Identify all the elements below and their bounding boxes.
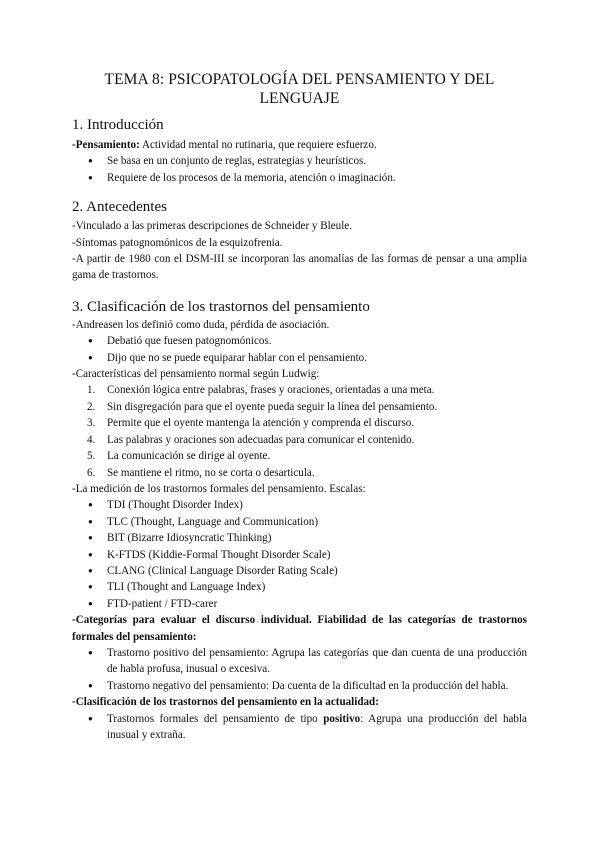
- item-text: Permite que el oyente mantenga la atención y comprenda el discurso.: [107, 417, 415, 430]
- list-item: ● CLANG (Clinical Language Disorder Rating Scale): [72, 563, 527, 579]
- list-item: [72, 432, 527, 448]
- list-item: [72, 415, 527, 431]
- list-item: ● Requiere de los procesos de la memoria, atención o imaginación.: [72, 170, 527, 186]
- document-title: TEMA 8: PSICOPATOLOGÍA DEL PENSAMIENTO Y DEL LENGUAJE: [104, 71, 495, 107]
- section-heading-introduccion: 1. Introducción: [72, 117, 164, 133]
- item-number: 4.: [87, 433, 96, 446]
- list-item: ● TDI (Thought Disorder Index): [72, 497, 527, 513]
- item-number: 1.: [87, 384, 96, 397]
- section-heading-clasificacion: 3. Clasificación de los trastornos del pensamiento: [72, 298, 370, 315]
- section-heading-antecedentes: 2. Antecedentes: [72, 199, 167, 216]
- definition-text: Actividad mental no rutinaria, que requiere esfuerzo.: [139, 139, 377, 151]
- intro-bullet-list: [72, 153, 527, 186]
- andreasen-bullet-list: [72, 333, 527, 366]
- list-item: ● Trastorno negativo del pensamiento: Da cuenta de la dificultad en la producción del habla.: [72, 678, 527, 694]
- document-page: [72, 70, 527, 743]
- list-item: [72, 382, 527, 398]
- item-number: 3.: [87, 417, 96, 430]
- list-item: ● FTD-patient / FTD-carer: [72, 596, 527, 612]
- item-text: Las palabras y oraciones son adecuadas para comunicar el contenido.: [107, 433, 415, 446]
- list-item: ● K-FTDS (Kiddie-Formal Thought Disorder Scale): [72, 547, 527, 563]
- item-number: 6.: [87, 466, 96, 479]
- item-text: Conexión lógica entre palabras, frases y oraciones, orientadas a una meta.: [107, 384, 435, 397]
- pensamiento-definition: [72, 137, 527, 153]
- list-item: ● Dijo que no se puede equiparar hablar con el pensamiento.: [72, 350, 527, 366]
- list-item: [72, 465, 527, 481]
- item-text: Se mantiene el ritmo, no se corta o desarticula.: [107, 466, 315, 479]
- scales-intro: -La medición de los trastornos formales del pensamiento. Escalas:: [72, 482, 366, 495]
- andreasen-line: -Andreasen los definió como duda, pérdida de asociación.: [72, 318, 330, 331]
- current-bullet-list: [72, 711, 527, 744]
- list-item: [72, 448, 527, 464]
- antecedentes-line: -A partir de 1980 con el DSM-III se incorporan las anomalías de las formas de pensar a una amplia gama de trastornos.: [72, 253, 527, 282]
- list-item: ● Trastorno positivo del pensamiento: Agrupa las categorías que dan cuenta de una producción de habla profusa, inusual o excesiva.: [72, 645, 527, 678]
- item-text: La comunicación se dirige al oyente.: [107, 450, 271, 463]
- scales-bullet-list: [72, 497, 527, 612]
- item-number: 5.: [87, 450, 96, 463]
- item-number: 2.: [87, 400, 96, 413]
- list-item: ● Debatió que fuesen patognomónicos.: [72, 333, 527, 349]
- item-text-pre: Trastornos formales del pensamiento de tipo: [107, 712, 324, 725]
- list-item: ● TLC (Thought, Language and Communication): [72, 514, 527, 530]
- list-item: ● BIT (Bizarre Idiosyncratic Thinking): [72, 530, 527, 546]
- definition-term: -Pensamiento:: [72, 139, 140, 151]
- categories-bullet-list: [72, 645, 527, 694]
- ludwig-numbered-list: [72, 382, 527, 480]
- ludwig-line: -Características del pensamiento normal según Ludwig:: [72, 368, 320, 381]
- list-item: [72, 399, 527, 415]
- categories-heading: [72, 612, 527, 645]
- current-classification-heading: [72, 694, 527, 710]
- list-item: ● Se basa en un conjunto de reglas, estrategias y heurísticos.: [72, 153, 527, 169]
- current-heading-text: -Clasificación de los trastornos del pensamiento en la actualidad:: [72, 696, 379, 709]
- categories-heading-text: -Categorías para evaluar el discurso individual. Fiabilidad de las categorías de trastornos formales del pensamiento:: [72, 614, 527, 643]
- item-text: Sin disgregación para que el oyente pueda seguir la línea del pensamiento.: [107, 400, 438, 413]
- antecedentes-line: -Vinculado a las primeras descripciones de Schneider y Bleule.: [72, 220, 352, 233]
- item-text-post: : Agrupa una producción del habla inusual y extraña.: [107, 712, 527, 741]
- list-item: [72, 711, 527, 744]
- list-item: ● TLI (Thought and Language Index): [72, 579, 527, 595]
- item-text-bold: positivo: [323, 712, 361, 725]
- antecedentes-line: -Síntomas patognomónicos de la esquizofrenia.: [72, 236, 283, 249]
